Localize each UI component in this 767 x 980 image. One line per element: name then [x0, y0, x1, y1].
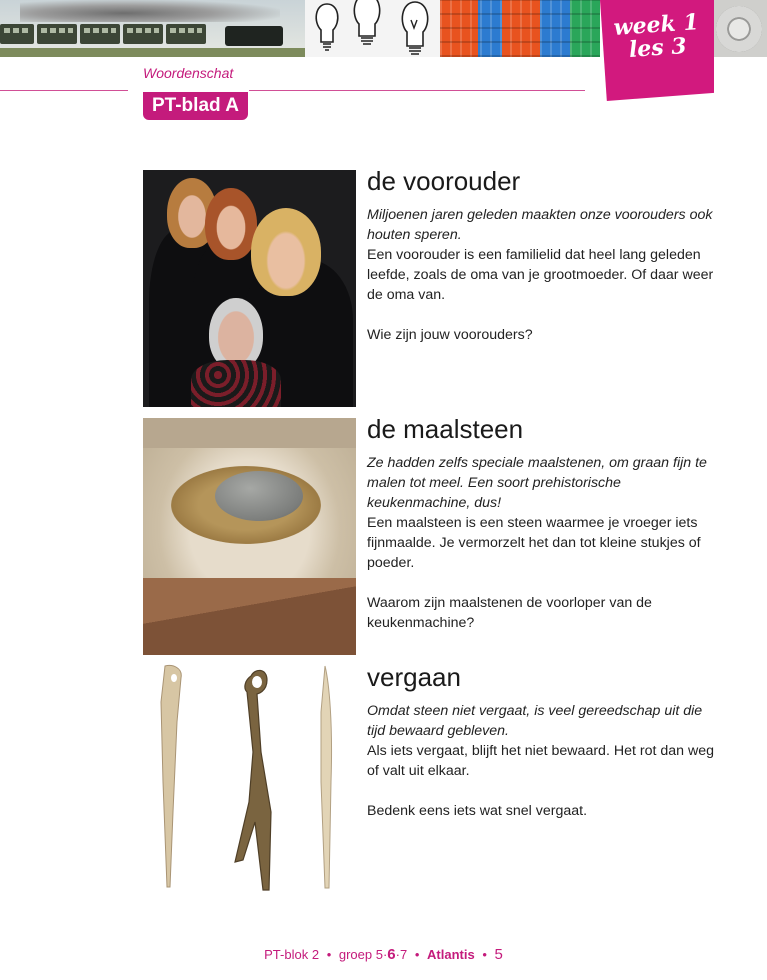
page-footer [0, 946, 767, 963]
entry-title: de maalsteen [367, 414, 524, 444]
example-sentence: Omdat steen niet vergaat, is veel gereedschap uit die tijd bewaard gebleven. [367, 703, 703, 739]
footer-separator: • [326, 947, 332, 962]
prehistoric-tools-photo [143, 662, 356, 899]
divider [249, 90, 585, 91]
definition: Een voorouder is een familielid dat heel lang geleden leefde, zoals de oma van je grootmoeder. Of daar weer de oma van. [367, 247, 714, 303]
footer-groep: groep 5·6·7 [338, 946, 408, 963]
week-number: week 1 [612, 9, 700, 41]
entry-title: vergaan [367, 662, 461, 692]
footer-current-groep: 6 [387, 946, 396, 963]
grinding-stone-photo [143, 418, 356, 655]
sheet-badge: PT-blad A [143, 92, 248, 120]
section-label: Woordenschat [143, 65, 234, 81]
question: Waarom zijn maalstenen de voorloper van de keukenmachine? [367, 595, 652, 631]
footer-blok: PT-blok 2 [264, 947, 320, 962]
entry-body [367, 701, 717, 821]
rotary-phone-image [713, 0, 767, 57]
footer-method: Atlantis [427, 947, 475, 962]
entry-title: de voorouder [367, 166, 521, 196]
entry-body [367, 453, 717, 633]
footer-separator: • [414, 947, 420, 962]
example-sentence: Miljoenen jaren geleden maakten onze voorouders ook houten speren. [367, 207, 713, 243]
lightbulb-image [305, 0, 445, 57]
footer-separator: • [482, 947, 487, 962]
lesson-number: les 3 [628, 32, 688, 63]
page-number: 5 [494, 946, 503, 963]
question: Wie zijn jouw voorouders? [367, 327, 533, 343]
crates-image [440, 0, 600, 57]
header-banner [0, 0, 600, 57]
definition: Als iets vergaat, blijft het niet bewaard. Het rot dan weg of valt uit elkaar. [367, 743, 714, 779]
question: Bedenk eens iets wat snel vergaat. [367, 803, 588, 819]
example-sentence: Ze hadden zelfs speciale maalstenen, om graan fijn te malen tot meel. Een soort prehistorische keukenmachine, dus! [367, 455, 707, 511]
divider [0, 90, 128, 91]
entry-body [367, 205, 717, 345]
week-label [605, 10, 710, 63]
steam-train-image [0, 24, 290, 46]
definition: Een maalsteen is een steen waarmee je vroeger iets fijnmaalde. Je vermorzelt het dan tot kleine stukjes of poeder. [367, 515, 701, 571]
family-photo [143, 170, 356, 407]
